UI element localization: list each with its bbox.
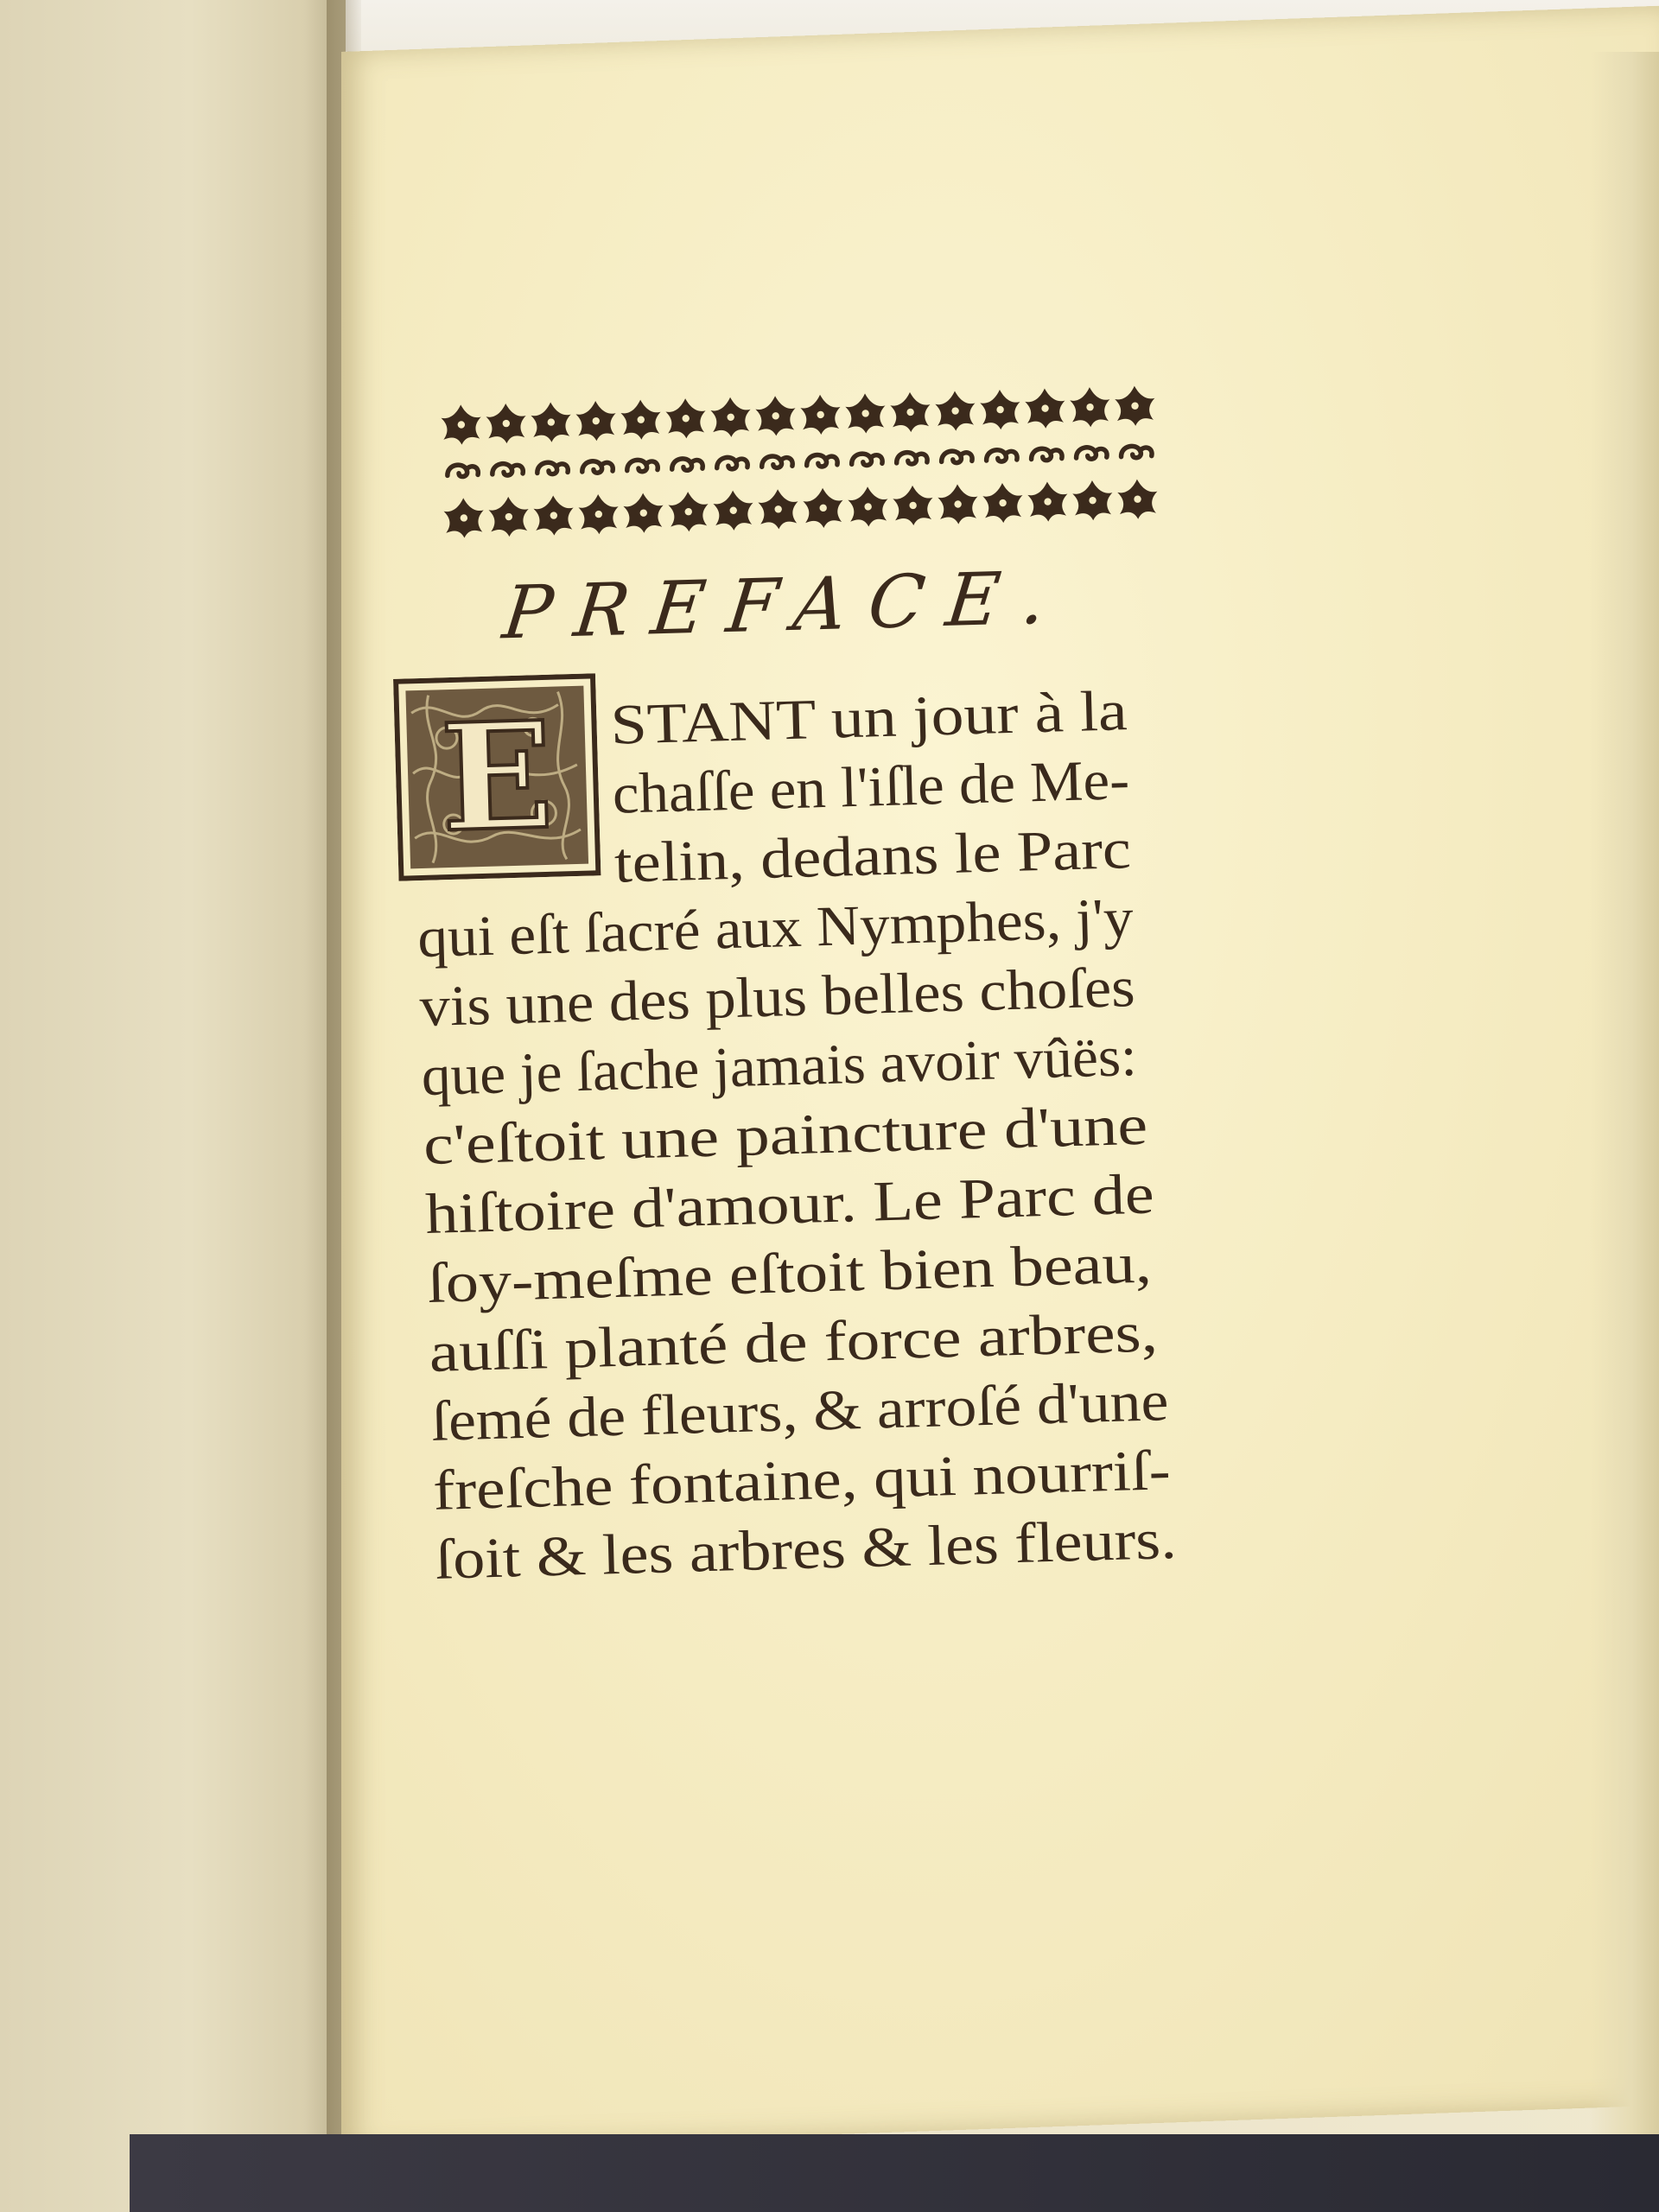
text-line: ſemé de fleurs, & arroſé d'une	[430, 1370, 1170, 1453]
text-line: chaſſe en l'iſle de Me-	[611, 748, 1131, 826]
text-line: vis une des plus belles choſes	[418, 956, 1136, 1039]
text-line: que je ſache jamais avoir vûës:	[420, 1024, 1138, 1109]
page-edge	[1590, 52, 1659, 2143]
text-line: qui eſt ſacré aux Nymphes, j'y	[416, 887, 1135, 970]
text-line: c'eſtoit une paincture d'une	[423, 1093, 1149, 1178]
floral-ornament-band	[439, 372, 1160, 548]
text-line: ſoy-meſme eſtoit bien beau,	[426, 1231, 1153, 1315]
drop-cap-letter: E	[438, 689, 556, 866]
left-facing-page	[0, 0, 346, 2212]
drop-cap-ornamental-e	[393, 673, 601, 880]
table-surface	[130, 2134, 1659, 2212]
text-line: telin, dedans le Parc	[613, 817, 1132, 895]
text-line: STANT un jour à la	[609, 679, 1128, 757]
text-line: hiſtoire d'amour. Le Parc de	[424, 1162, 1155, 1247]
page-title: PREFACE.	[499, 554, 1073, 656]
text-line: auſſi planté de force arbres,	[428, 1300, 1159, 1384]
text-line: freſche fontaine, qui nourriſ-	[432, 1439, 1172, 1522]
text-line: ſoit & les arbres & les fleurs.	[434, 1507, 1178, 1592]
